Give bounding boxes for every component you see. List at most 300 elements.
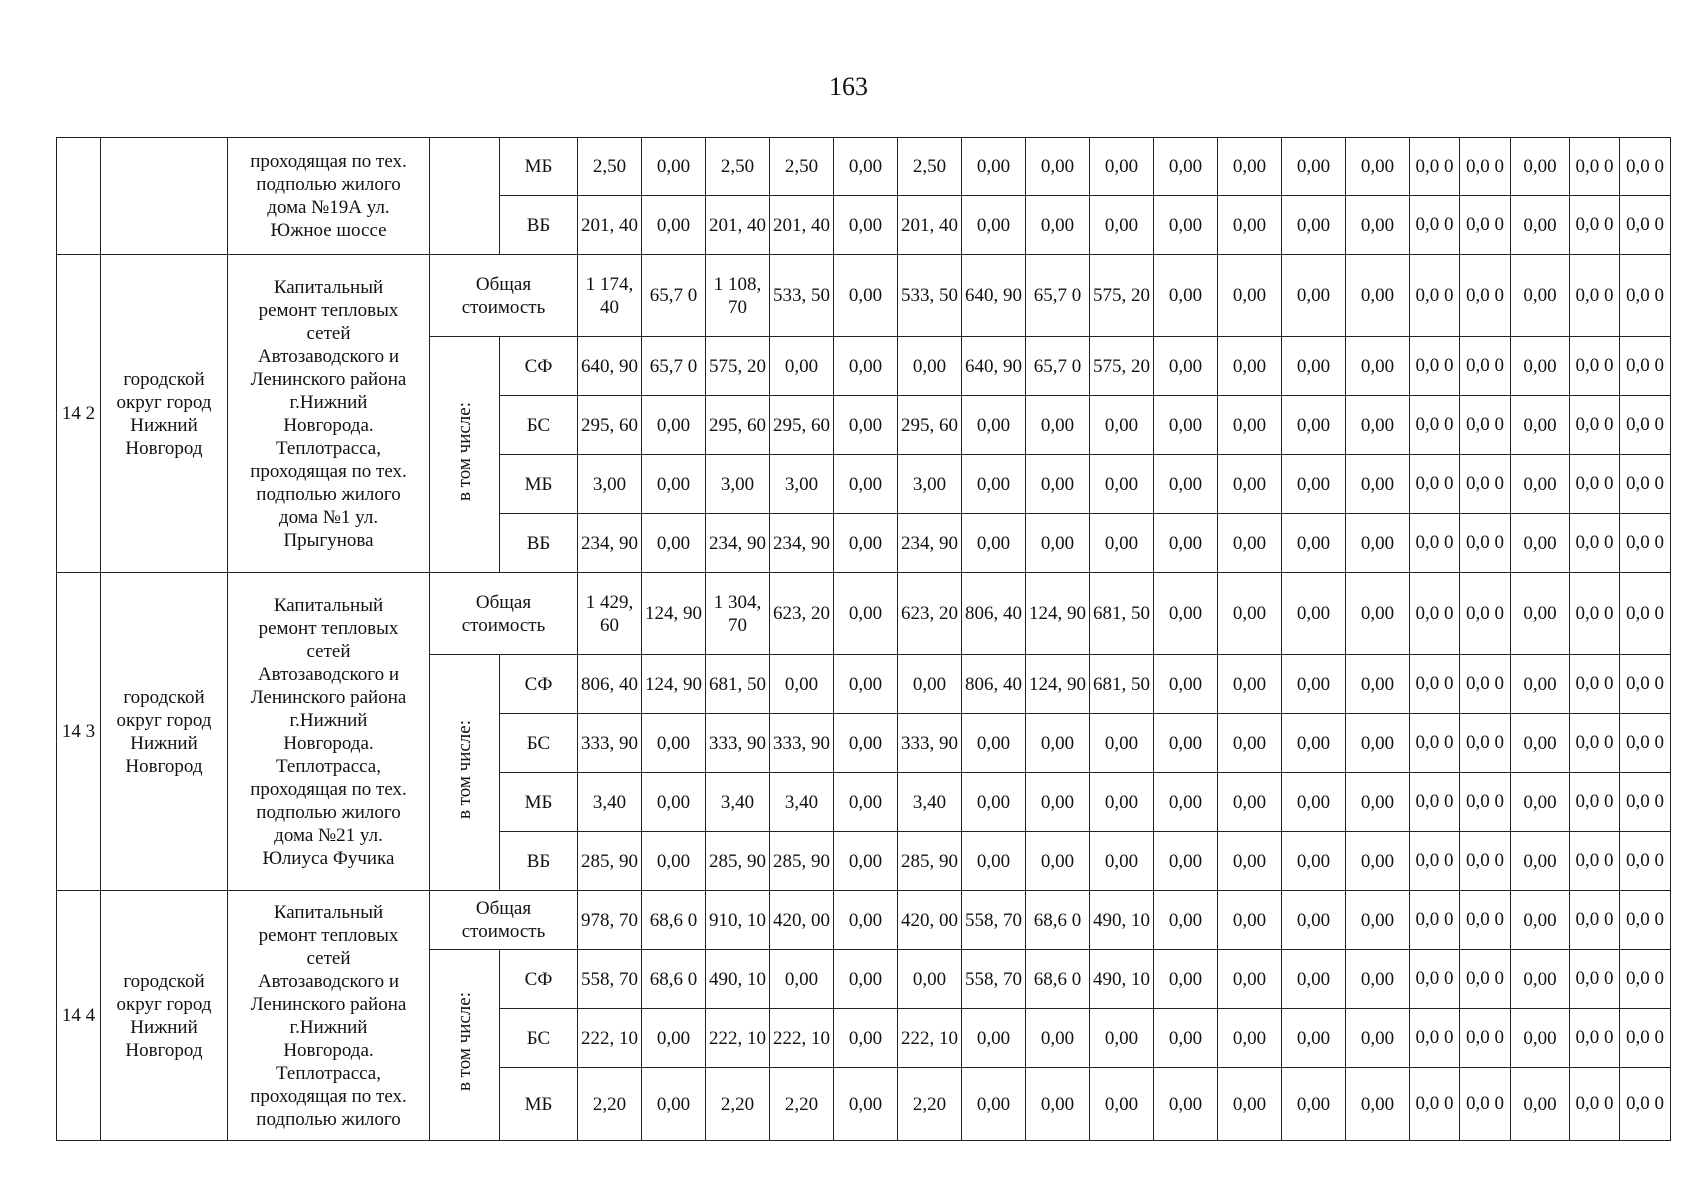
value-cell: 333, 90 xyxy=(578,714,642,773)
value-cell: 3,00 xyxy=(898,455,962,514)
value-cell: 0,0 0 xyxy=(1570,255,1620,337)
value-cell: 0,00 xyxy=(1154,950,1218,1009)
value-cell: 234, 90 xyxy=(770,514,834,573)
value-cell: 0,00 xyxy=(1511,773,1570,832)
value-cell: 0,00 xyxy=(642,396,706,455)
row-number-cell: 14 2 xyxy=(57,255,101,573)
value-cell: 0,00 xyxy=(1346,950,1410,1009)
value-cell: 0,00 xyxy=(1346,514,1410,573)
district-cell: городской округ город Нижний Новгород xyxy=(101,891,228,1141)
district-cell: городской округ город Нижний Новгород xyxy=(101,573,228,891)
row-number-cell xyxy=(57,138,101,255)
value-cell: 640, 90 xyxy=(962,337,1026,396)
value-cell: 0,00 xyxy=(1346,138,1410,196)
value-cell: 0,00 xyxy=(1090,1068,1154,1141)
value-cell: 0,00 xyxy=(1218,950,1282,1009)
value-cell: 0,00 xyxy=(1218,396,1282,455)
value-cell: 0,00 xyxy=(834,832,898,891)
value-cell: 640, 90 xyxy=(578,337,642,396)
value-cell: 0,00 xyxy=(1026,138,1090,196)
value-cell: 0,00 xyxy=(1282,891,1346,950)
value-cell: 0,0 0 xyxy=(1460,196,1511,255)
value-cell: 65,7 0 xyxy=(642,255,706,337)
value-cell: 68,6 0 xyxy=(1026,950,1090,1009)
value-cell: 0,0 0 xyxy=(1460,655,1511,714)
value-cell: 3,40 xyxy=(770,773,834,832)
value-cell: 0,0 0 xyxy=(1620,891,1671,950)
value-cell: 533, 50 xyxy=(770,255,834,337)
value-cell: 681, 50 xyxy=(706,655,770,714)
value-cell: 2,50 xyxy=(706,138,770,196)
value-cell: 0,00 xyxy=(1090,196,1154,255)
value-cell: 0,00 xyxy=(642,1068,706,1141)
value-cell: 0,00 xyxy=(1026,773,1090,832)
value-cell: 0,00 xyxy=(1346,891,1410,950)
value-cell: 0,00 xyxy=(1282,573,1346,655)
funding-source-cell: СФ xyxy=(500,655,578,714)
value-cell: 0,00 xyxy=(1154,1009,1218,1068)
value-cell: 0,0 0 xyxy=(1460,455,1511,514)
value-cell: 285, 90 xyxy=(898,832,962,891)
value-cell: 333, 90 xyxy=(898,714,962,773)
value-cell: 0,00 xyxy=(642,773,706,832)
value-cell: 0,00 xyxy=(962,514,1026,573)
value-cell: 295, 60 xyxy=(578,396,642,455)
value-cell: 0,00 xyxy=(1154,138,1218,196)
value-cell: 222, 10 xyxy=(898,1009,962,1068)
value-cell: 0,00 xyxy=(834,196,898,255)
value-cell: 2,20 xyxy=(706,1068,770,1141)
value-cell: 0,0 0 xyxy=(1620,573,1671,655)
value-cell: 0,0 0 xyxy=(1570,138,1620,196)
value-cell: 0,0 0 xyxy=(1410,1068,1460,1141)
value-cell: 0,00 xyxy=(642,714,706,773)
value-cell: 0,0 0 xyxy=(1620,1009,1671,1068)
value-cell: 1 174, 40 xyxy=(578,255,642,337)
value-cell: 333, 90 xyxy=(706,714,770,773)
value-cell: 1 108, 70 xyxy=(706,255,770,337)
value-cell: 3,40 xyxy=(706,773,770,832)
value-cell: 0,00 xyxy=(1218,714,1282,773)
value-cell: 0,0 0 xyxy=(1410,138,1460,196)
value-cell: 0,00 xyxy=(1282,514,1346,573)
funding-source-cell: МБ xyxy=(500,1068,578,1141)
object-description: Капитальный ремонт тепловых сетей Автозаводского и Ленинского района г.Нижний Новгорода. Теплотрасса, проходящая по тех. подполью жилого дома №1 ул. Прыгунова xyxy=(228,255,430,573)
value-cell: 0,00 xyxy=(1346,655,1410,714)
value-cell: 0,0 0 xyxy=(1570,891,1620,950)
object-description: проходящая по тех. подполью жилого дома №19А ул. Южное шоссе xyxy=(228,138,430,255)
value-cell: 0,0 0 xyxy=(1460,714,1511,773)
value-cell: 3,00 xyxy=(770,455,834,514)
value-cell: 806, 40 xyxy=(962,573,1026,655)
value-cell: 623, 20 xyxy=(770,573,834,655)
value-cell: 201, 40 xyxy=(770,196,834,255)
budget-table xyxy=(56,137,1671,1141)
value-cell: 533, 50 xyxy=(898,255,962,337)
value-cell: 234, 90 xyxy=(706,514,770,573)
value-cell: 0,00 xyxy=(1282,655,1346,714)
value-cell: 0,00 xyxy=(1026,196,1090,255)
value-cell: 2,20 xyxy=(898,1068,962,1141)
value-cell: 3,00 xyxy=(578,455,642,514)
value-cell: 0,00 xyxy=(1090,773,1154,832)
value-cell: 0,00 xyxy=(1346,337,1410,396)
value-cell: 1 429, 60 xyxy=(578,573,642,655)
funding-source-cell: МБ xyxy=(500,138,578,196)
value-cell: 0,00 xyxy=(1511,337,1570,396)
value-cell: 0,00 xyxy=(1511,891,1570,950)
value-cell: 0,00 xyxy=(1282,1068,1346,1141)
value-cell: 558, 70 xyxy=(962,891,1026,950)
value-cell: 0,0 0 xyxy=(1620,455,1671,514)
value-cell: 0,00 xyxy=(1282,196,1346,255)
value-cell: 0,0 0 xyxy=(1620,950,1671,1009)
funding-source-cell: БС xyxy=(500,396,578,455)
value-cell: 0,00 xyxy=(1154,337,1218,396)
value-cell: 0,00 xyxy=(1154,514,1218,573)
value-cell: 0,0 0 xyxy=(1620,138,1671,196)
value-cell: 0,0 0 xyxy=(1460,891,1511,950)
value-cell: 0,00 xyxy=(834,255,898,337)
value-cell: 0,00 xyxy=(1218,255,1282,337)
object-description: Капитальный ремонт тепловых сетей Автозаводского и Ленинского района г.Нижний Новгорода. Теплотрасса, проходящая по тех. подполью жилого дома №21 ул. Юлиуса Фучика xyxy=(228,573,430,891)
value-cell: 0,0 0 xyxy=(1460,573,1511,655)
value-cell: 2,20 xyxy=(770,1068,834,1141)
value-cell: 0,00 xyxy=(1282,455,1346,514)
value-cell: 0,00 xyxy=(1218,337,1282,396)
value-cell: 0,0 0 xyxy=(1570,1068,1620,1141)
value-cell: 0,0 0 xyxy=(1620,396,1671,455)
value-cell: 0,00 xyxy=(1282,950,1346,1009)
value-cell: 0,00 xyxy=(1511,573,1570,655)
value-cell: 490, 10 xyxy=(1090,950,1154,1009)
value-cell: 0,00 xyxy=(962,714,1026,773)
value-cell: 0,0 0 xyxy=(1620,832,1671,891)
value-cell: 558, 70 xyxy=(962,950,1026,1009)
value-cell: 0,00 xyxy=(962,455,1026,514)
value-cell: 0,00 xyxy=(1154,891,1218,950)
district-cell: городской округ город Нижний Новгород xyxy=(101,255,228,573)
value-cell: 124, 90 xyxy=(642,655,706,714)
value-cell: 0,00 xyxy=(962,1009,1026,1068)
value-cell: 0,00 xyxy=(1282,832,1346,891)
value-cell: 978, 70 xyxy=(578,891,642,950)
value-cell: 0,00 xyxy=(1154,773,1218,832)
value-cell: 0,00 xyxy=(962,773,1026,832)
value-cell: 0,00 xyxy=(1511,138,1570,196)
value-cell: 0,00 xyxy=(1218,1068,1282,1141)
value-cell: 0,0 0 xyxy=(1460,1068,1511,1141)
table-row xyxy=(57,573,1671,655)
value-cell: 490, 10 xyxy=(706,950,770,1009)
total-cost-label: Общая стоимость xyxy=(430,891,578,950)
value-cell: 222, 10 xyxy=(578,1009,642,1068)
value-cell: 0,0 0 xyxy=(1410,1009,1460,1068)
value-cell: 0,00 xyxy=(834,950,898,1009)
value-cell: 0,00 xyxy=(962,396,1026,455)
value-cell: 0,0 0 xyxy=(1410,337,1460,396)
value-cell: 0,0 0 xyxy=(1620,196,1671,255)
value-cell: 0,0 0 xyxy=(1410,514,1460,573)
value-cell: 0,00 xyxy=(834,1068,898,1141)
value-cell: 0,00 xyxy=(1346,455,1410,514)
value-cell: 0,00 xyxy=(1026,514,1090,573)
value-cell: 0,0 0 xyxy=(1410,655,1460,714)
value-cell: 65,7 0 xyxy=(1026,337,1090,396)
value-cell: 806, 40 xyxy=(962,655,1026,714)
value-cell: 0,00 xyxy=(1218,655,1282,714)
value-cell: 0,00 xyxy=(770,337,834,396)
value-cell: 0,00 xyxy=(642,196,706,255)
value-cell: 0,00 xyxy=(1154,196,1218,255)
value-cell: 0,00 xyxy=(1346,396,1410,455)
value-cell: 0,00 xyxy=(834,396,898,455)
value-cell: 65,7 0 xyxy=(642,337,706,396)
value-cell: 295, 60 xyxy=(706,396,770,455)
value-cell: 0,0 0 xyxy=(1460,138,1511,196)
value-cell: 681, 50 xyxy=(1090,655,1154,714)
value-cell: 234, 90 xyxy=(578,514,642,573)
value-cell: 68,6 0 xyxy=(642,950,706,1009)
value-cell: 65,7 0 xyxy=(1026,255,1090,337)
value-cell: 0,00 xyxy=(1154,455,1218,514)
value-cell: 3,00 xyxy=(706,455,770,514)
value-cell: 0,00 xyxy=(1026,832,1090,891)
value-cell: 0,00 xyxy=(642,514,706,573)
value-cell: 0,00 xyxy=(1090,396,1154,455)
funding-source-cell: ВБ xyxy=(500,196,578,255)
value-cell: 0,00 xyxy=(898,655,962,714)
value-cell: 0,0 0 xyxy=(1570,337,1620,396)
including-label-text: в том числе: xyxy=(454,401,475,502)
value-cell: 0,00 xyxy=(642,1009,706,1068)
value-cell: 222, 10 xyxy=(770,1009,834,1068)
value-cell: 1 304, 70 xyxy=(706,573,770,655)
value-cell: 0,00 xyxy=(834,138,898,196)
value-cell: 0,00 xyxy=(1346,832,1410,891)
value-cell: 0,0 0 xyxy=(1570,196,1620,255)
value-cell: 0,0 0 xyxy=(1620,1068,1671,1141)
value-cell: 333, 90 xyxy=(770,714,834,773)
value-cell: 295, 60 xyxy=(770,396,834,455)
funding-source-cell: ВБ xyxy=(500,832,578,891)
value-cell: 0,00 xyxy=(962,196,1026,255)
value-cell: 124, 90 xyxy=(1026,655,1090,714)
value-cell: 0,00 xyxy=(1154,1068,1218,1141)
including-label-text: в том числе: xyxy=(454,719,475,820)
row-number-cell: 14 3 xyxy=(57,573,101,891)
value-cell: 0,0 0 xyxy=(1570,514,1620,573)
value-cell: 0,0 0 xyxy=(1620,655,1671,714)
funding-source-cell: СФ xyxy=(500,950,578,1009)
table-row xyxy=(57,255,1671,337)
including-label xyxy=(430,337,500,573)
value-cell: 201, 40 xyxy=(578,196,642,255)
value-cell: 0,0 0 xyxy=(1570,950,1620,1009)
value-cell: 201, 40 xyxy=(898,196,962,255)
value-cell: 0,0 0 xyxy=(1620,514,1671,573)
value-cell: 0,00 xyxy=(642,138,706,196)
value-cell: 0,00 xyxy=(1346,196,1410,255)
value-cell: 0,0 0 xyxy=(1570,714,1620,773)
value-cell: 0,0 0 xyxy=(1410,891,1460,950)
value-cell: 575, 20 xyxy=(1090,337,1154,396)
value-cell: 0,00 xyxy=(1511,1009,1570,1068)
value-cell: 0,00 xyxy=(1090,1009,1154,1068)
value-cell: 0,00 xyxy=(770,950,834,1009)
value-cell: 0,00 xyxy=(834,714,898,773)
value-cell: 0,00 xyxy=(1218,514,1282,573)
value-cell: 0,0 0 xyxy=(1570,773,1620,832)
value-cell: 640, 90 xyxy=(962,255,1026,337)
value-cell: 0,0 0 xyxy=(1460,1009,1511,1068)
value-cell: 420, 00 xyxy=(770,891,834,950)
value-cell: 0,00 xyxy=(834,1009,898,1068)
value-cell: 0,00 xyxy=(834,455,898,514)
value-cell: 0,00 xyxy=(1346,773,1410,832)
value-cell: 2,50 xyxy=(770,138,834,196)
value-cell: 0,0 0 xyxy=(1410,773,1460,832)
value-cell: 0,0 0 xyxy=(1410,196,1460,255)
value-cell: 575, 20 xyxy=(1090,255,1154,337)
value-cell: 0,00 xyxy=(1218,196,1282,255)
value-cell: 0,00 xyxy=(1511,950,1570,1009)
value-cell: 0,00 xyxy=(1282,396,1346,455)
value-cell: 0,00 xyxy=(834,514,898,573)
value-cell: 68,6 0 xyxy=(1026,891,1090,950)
value-cell: 2,50 xyxy=(578,138,642,196)
including-label-text: в том числе: xyxy=(454,992,475,1092)
value-cell: 0,00 xyxy=(834,573,898,655)
value-cell: 0,00 xyxy=(1090,514,1154,573)
value-cell: 0,0 0 xyxy=(1460,832,1511,891)
value-cell: 0,00 xyxy=(834,891,898,950)
value-cell: 0,00 xyxy=(1346,573,1410,655)
district-cell xyxy=(101,138,228,255)
value-cell: 0,00 xyxy=(1154,714,1218,773)
value-cell: 0,0 0 xyxy=(1410,950,1460,1009)
value-cell: 201, 40 xyxy=(706,196,770,255)
value-cell: 0,00 xyxy=(834,655,898,714)
value-cell: 0,0 0 xyxy=(1620,714,1671,773)
value-cell: 681, 50 xyxy=(1090,573,1154,655)
value-cell: 623, 20 xyxy=(898,573,962,655)
value-cell: 0,00 xyxy=(642,455,706,514)
value-cell: 0,0 0 xyxy=(1570,832,1620,891)
value-cell: 234, 90 xyxy=(898,514,962,573)
value-cell: 806, 40 xyxy=(578,655,642,714)
value-cell: 0,0 0 xyxy=(1460,396,1511,455)
value-cell: 0,0 0 xyxy=(1410,714,1460,773)
funding-source-cell: БС xyxy=(500,1009,578,1068)
value-cell: 0,00 xyxy=(1154,255,1218,337)
value-cell: 0,00 xyxy=(1154,396,1218,455)
value-cell: 0,00 xyxy=(1511,455,1570,514)
value-cell: 0,0 0 xyxy=(1620,255,1671,337)
value-cell: 0,00 xyxy=(1218,1009,1282,1068)
value-cell: 285, 90 xyxy=(706,832,770,891)
value-cell: 0,00 xyxy=(1282,1009,1346,1068)
value-cell: 0,0 0 xyxy=(1460,514,1511,573)
funding-source-cell: ВБ xyxy=(500,514,578,573)
value-cell: 0,00 xyxy=(898,950,962,1009)
in-total-label-cell xyxy=(430,138,500,255)
value-cell: 0,00 xyxy=(962,138,1026,196)
value-cell: 0,00 xyxy=(1511,255,1570,337)
value-cell: 0,00 xyxy=(1090,832,1154,891)
value-cell: 2,20 xyxy=(578,1068,642,1141)
value-cell: 0,0 0 xyxy=(1460,773,1511,832)
value-cell: 3,40 xyxy=(578,773,642,832)
value-cell: 0,00 xyxy=(1282,773,1346,832)
value-cell: 0,0 0 xyxy=(1460,337,1511,396)
value-cell: 0,00 xyxy=(1511,514,1570,573)
value-cell: 0,00 xyxy=(1026,396,1090,455)
value-cell: 0,0 0 xyxy=(1410,455,1460,514)
row-number-cell: 14 4 xyxy=(57,891,101,1141)
value-cell: 0,00 xyxy=(1090,714,1154,773)
table-row xyxy=(57,138,1671,196)
value-cell: 0,00 xyxy=(1511,655,1570,714)
value-cell: 68,6 0 xyxy=(642,891,706,950)
value-cell: 0,0 0 xyxy=(1410,255,1460,337)
value-cell: 0,00 xyxy=(1511,196,1570,255)
value-cell: 910, 10 xyxy=(706,891,770,950)
table-body xyxy=(57,138,1671,1141)
value-cell: 0,00 xyxy=(1218,832,1282,891)
total-cost-label: Общая стоимость xyxy=(430,573,578,655)
value-cell: 0,00 xyxy=(1511,714,1570,773)
value-cell: 0,00 xyxy=(1154,655,1218,714)
value-cell: 0,00 xyxy=(642,832,706,891)
value-cell: 0,00 xyxy=(1218,891,1282,950)
value-cell: 0,00 xyxy=(1511,396,1570,455)
value-cell: 285, 90 xyxy=(578,832,642,891)
value-cell: 0,0 0 xyxy=(1410,396,1460,455)
value-cell: 0,00 xyxy=(1282,255,1346,337)
value-cell: 285, 90 xyxy=(770,832,834,891)
value-cell: 0,00 xyxy=(1282,138,1346,196)
value-cell: 0,00 xyxy=(1026,714,1090,773)
value-cell: 0,00 xyxy=(1026,1068,1090,1141)
value-cell: 0,00 xyxy=(1026,455,1090,514)
including-label xyxy=(430,950,500,1141)
value-cell: 0,0 0 xyxy=(1620,773,1671,832)
value-cell: 0,00 xyxy=(1026,1009,1090,1068)
value-cell: 0,00 xyxy=(1346,255,1410,337)
value-cell: 420, 00 xyxy=(898,891,962,950)
funding-source-cell: МБ xyxy=(500,773,578,832)
value-cell: 0,00 xyxy=(898,337,962,396)
value-cell: 0,00 xyxy=(1346,1009,1410,1068)
value-cell: 0,00 xyxy=(1218,138,1282,196)
value-cell: 0,0 0 xyxy=(1620,337,1671,396)
value-cell: 0,00 xyxy=(962,1068,1026,1141)
value-cell: 0,00 xyxy=(1218,773,1282,832)
value-cell: 0,0 0 xyxy=(1570,573,1620,655)
value-cell: 0,0 0 xyxy=(1460,255,1511,337)
value-cell: 0,00 xyxy=(1282,714,1346,773)
value-cell: 0,00 xyxy=(1346,1068,1410,1141)
value-cell: 0,0 0 xyxy=(1570,455,1620,514)
value-cell: 0,00 xyxy=(1154,832,1218,891)
value-cell: 0,0 0 xyxy=(1410,832,1460,891)
value-cell: 0,00 xyxy=(1511,832,1570,891)
including-label xyxy=(430,655,500,891)
page-number: 163 xyxy=(829,72,868,101)
value-cell: 558, 70 xyxy=(578,950,642,1009)
funding-source-cell: СФ xyxy=(500,337,578,396)
